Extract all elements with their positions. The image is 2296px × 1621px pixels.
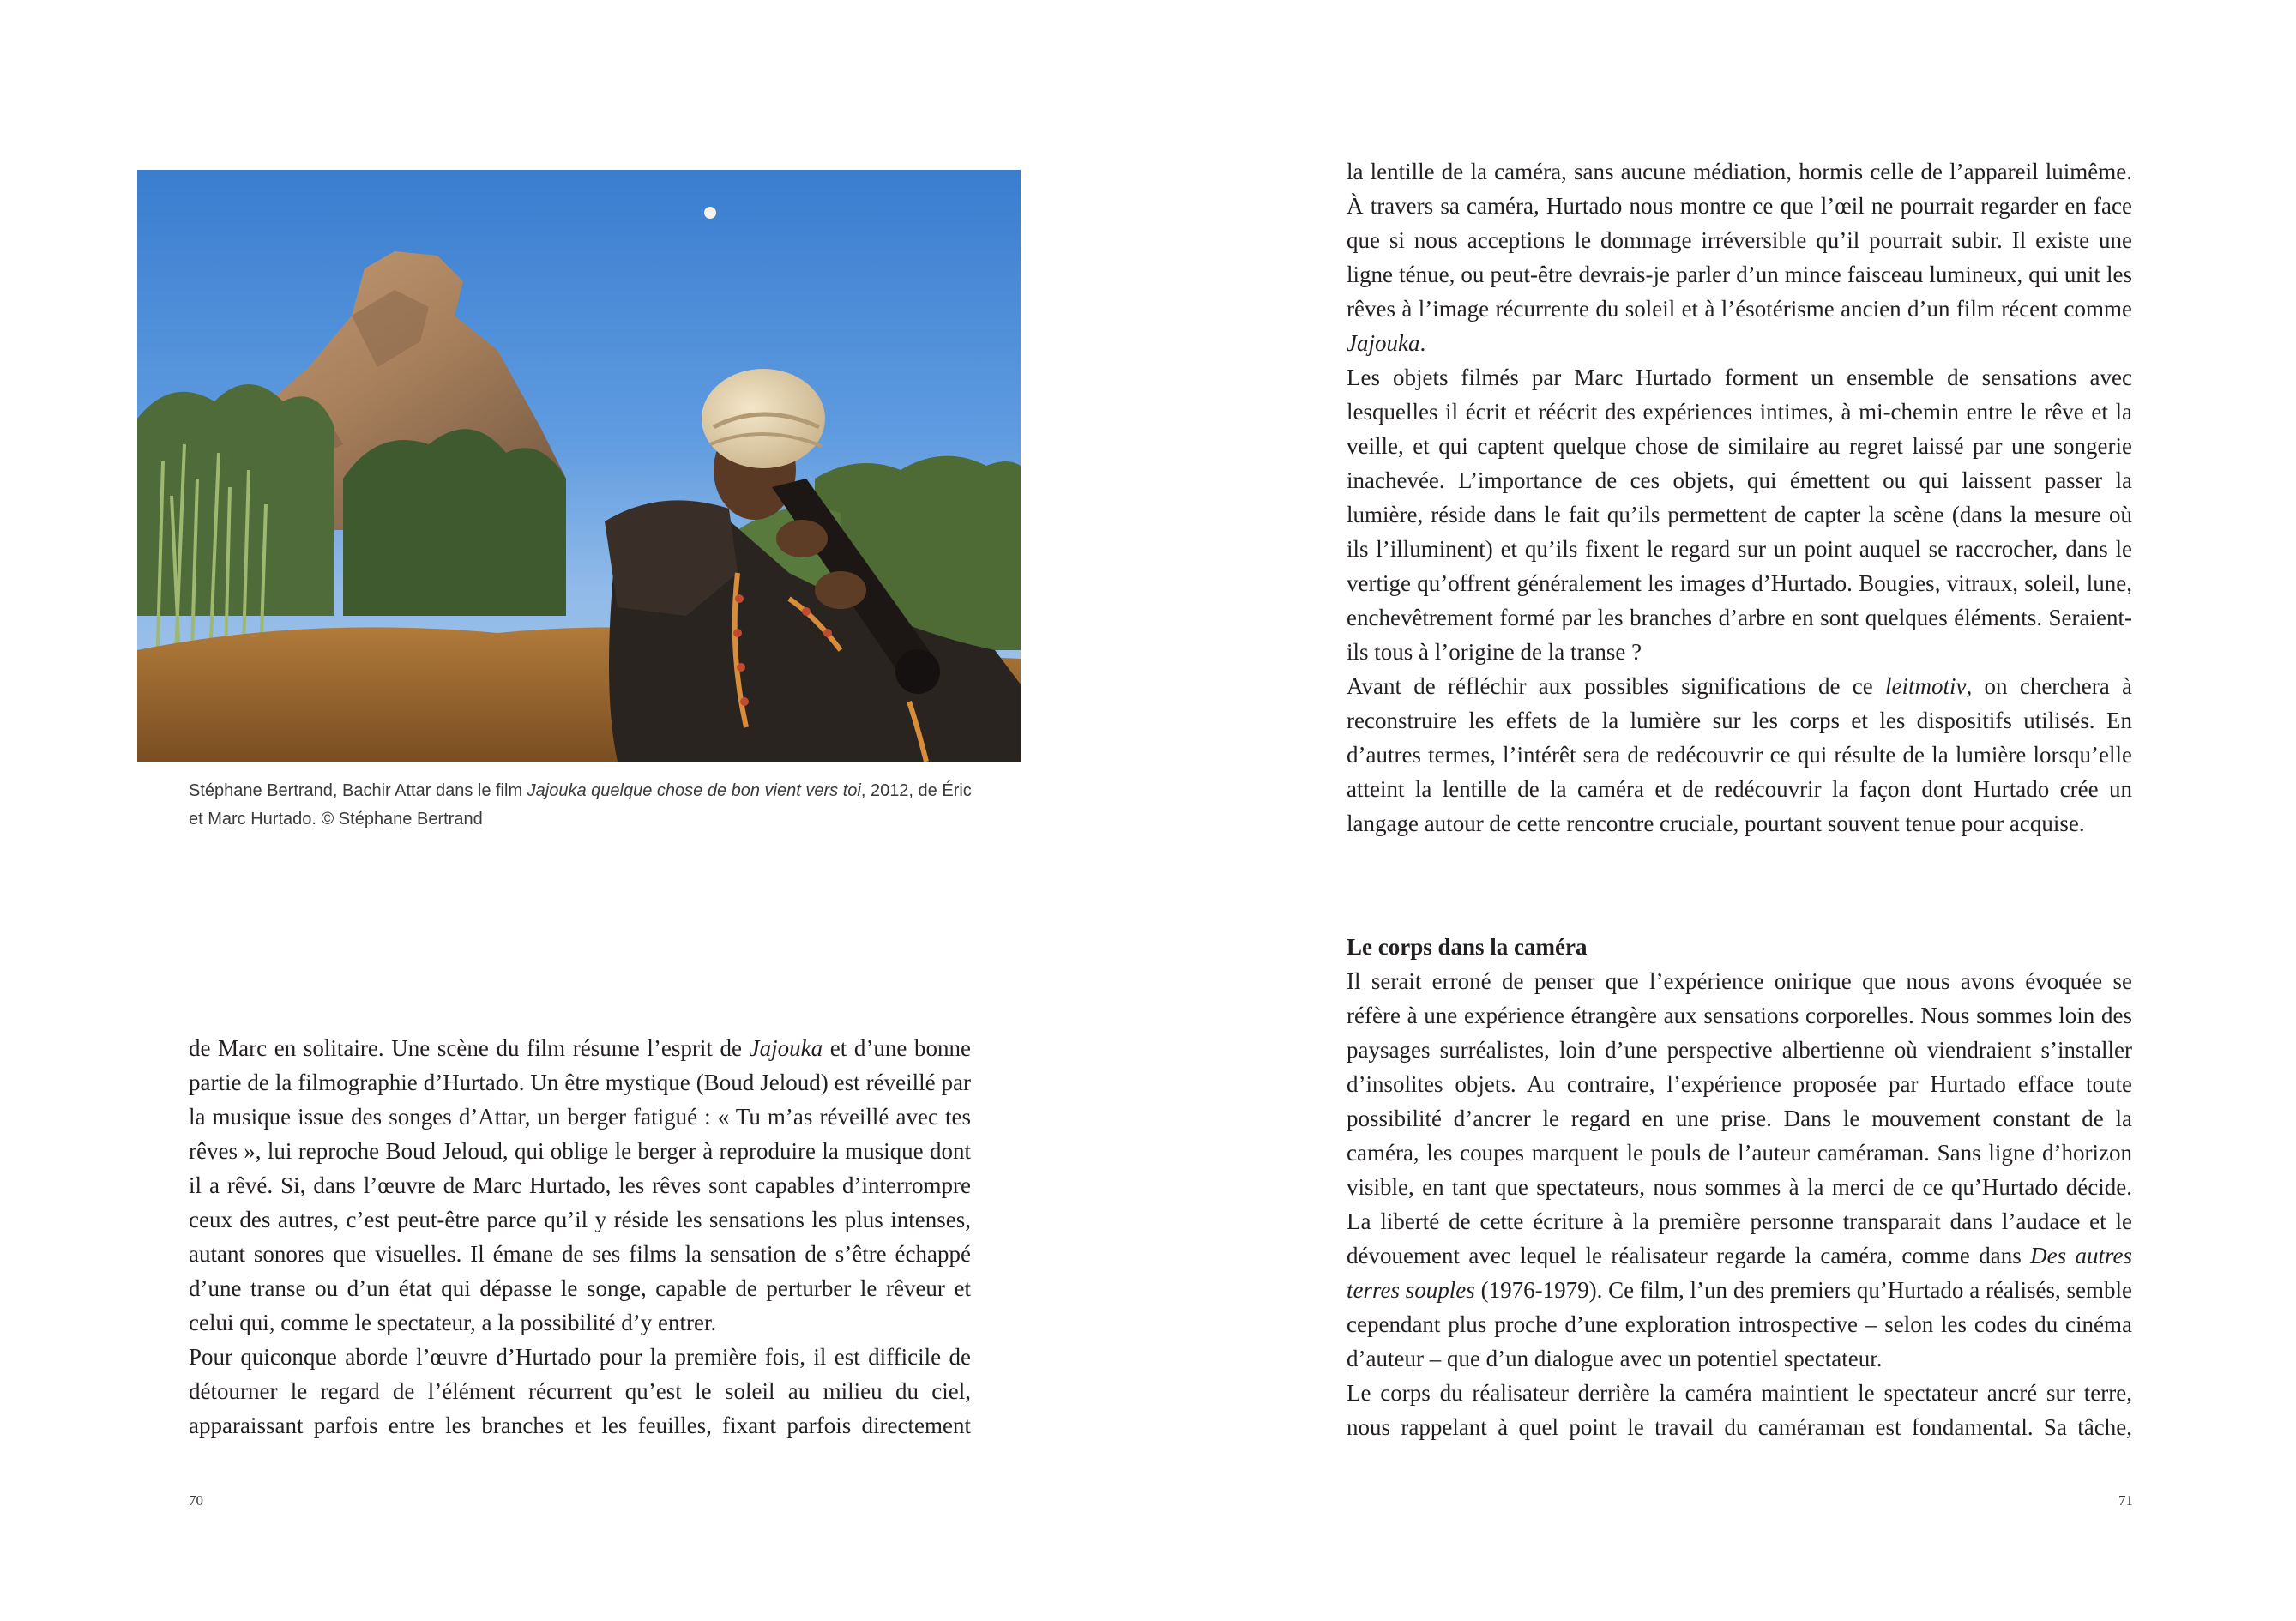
caption-text: Stéphane Bertrand, Bachir Attar dans le film (189, 781, 527, 800)
text-run: et d’une bonne partie de la filmographie d’Hurtado. Un être mystique (Boud Jeloud) est réveillé par la musique issue des songes d’Attar, un berger fatigué : « Tu m’as réveillé avec tes rêves », lui reproche Boud Jeloud, qui oblige le berger à reproduire la musique dont il a rêvé. Si, dans l’œuvre de Marc Hurtado, les rêves sont capables d’interrompre ceux des autres, c’est peut-être parce qu’il y réside les sensations les plus intenses, autant sonores que visuelles. Il émane de ses films la sensation de s’être échappé d’une transe ou d’un état qui dépasse le songe, capable de perturber le rêveur et celui qui, comme le spectateur, a la possibilité d’y entrer. (189, 1035, 971, 1335)
photo-bachir-attar (137, 170, 1021, 762)
caption-credit: , 2012, de Éric et Marc Hurtado. © Stéphane Bertrand (189, 781, 972, 829)
caption-film-title: Jajouka quelque chose de bon vient vers toi (527, 781, 861, 800)
page-number-left: 70 (189, 1492, 203, 1509)
body-paragraph (1347, 964, 2132, 1376)
left-body-text (189, 1031, 971, 1443)
text-run: la lentille de la caméra, sans aucune médiation, hormis celle de l’appareil luimême. À travers sa caméra, Hurtado nous montre ce que l’œil ne pourrait regarder en face que si nous acceptions le dommage irréversible qu’il pourrait subir. Il existe une ligne ténue, ou peut-être devrais-je parler d’un mince faisceau lumineux, qui unit les rêves à l’image récurrente du soleil et à l’ésotérisme ancien d’un film récent comme (1347, 159, 2132, 322)
italic-title: Jajouka (749, 1035, 823, 1061)
italic-term: leitmotiv (1885, 673, 1967, 699)
body-paragraph (1347, 154, 2132, 360)
right-page (1148, 0, 2296, 1621)
text-run: Il serait erroné de penser que l’expérience onirique que nous avons évoquée se réfère à une expérience étrangère aux sensations corporelles. Nous sommes loin des paysages surréalistes, loin d’une perspective albertienne où viendraient s’installer d’insolites objets. Au contraire, l’expérience proposée par Hurtado efface toute possibilité d’ancrer le regard en une prise. Dans le mouvement constant de la caméra, les coupes marquent le pouls de l’auteur caméraman. Sans ligne d’horizon visible, en tant que spectateurs, nous sommes à la merci de ce qu’Hurtado décide. La liberté de cette écriture à la première personne transparait dans l’audace et le dévouement avec lequel le réalisateur regarde la caméra, comme dans (1347, 968, 2132, 1268)
text-run: , on cherchera à reconstruire les effets de la lumière sur les corps et les dispositifs utilisés. En d’autres termes, l’intérêt sera de redécouvrir ce qui résulte de la lumière lorsqu’elle atteint la lentille de la caméra et de redécouvrir la façon dont Hurtado crée un langage autour de cette rencontre cruciale, pourtant souvent tenue pour acquise. (1347, 673, 2132, 836)
body-paragraph: Les objets filmés par Marc Hurtado forment un ensemble de sensations avec lesquelles il écrit et réécrit des expériences intimes, à mi-chemin entre le rêve et la veille, et qui captent quelque chose de similaire au regret laissé par une songerie inachevée. L’importance de ces objets, qui émettent ou qui laissent passer la lumière, réside dans le fait qu’ils permettent de capter la scène (dans la mesure où ils l’illuminent) et qu’ils fixent le regard sur un point auquel se raccrocher, dans le vertige qu’offrent généralement les images d’Hurtado. Bougies, vitraux, soleil, lune, enchevêtrement formé par les branches d’arbre en sont quelques éléments. Seraient-ils tous à l’origine de la transe ? (1347, 365, 2132, 665)
section-heading: Le corps dans la caméra (1347, 934, 1588, 960)
moon-shape (704, 207, 716, 219)
text-run: Avant de réfléchir aux possibles significations de ce (1347, 673, 1886, 699)
page-number-right: 71 (2118, 1492, 2133, 1509)
text-run: de Marc en solitaire. Une scène du film résume l’esprit de (189, 1035, 750, 1061)
italic-title: Des autres terres souples (1347, 1243, 2132, 1303)
right-body-text-bottom (1347, 930, 2132, 1444)
text-run: (1976-1979). Ce film, l’un des premiers qu’Hurtado a réalisés, semble cependant plus proche d’une exploration introspective – selon les codes du cinéma d’auteur – que d’un dialogue avec un potentiel spectateur. (1347, 1277, 2132, 1371)
body-paragraph (189, 1031, 971, 1340)
photo-illustration (137, 170, 1021, 762)
turban-shape (702, 369, 825, 468)
italic-title: Jajouka (1347, 330, 1420, 356)
body-paragraph: Pour quiconque aborde l’œuvre d’Hurtado pour la première fois, il est difficile de détourner le regard de l’élément récurrent qu’est le soleil au milieu du ciel, apparaissant parfois entre les branches et les feuilles, fixant parfois directement (189, 1344, 971, 1438)
photo-caption (189, 777, 978, 834)
body-paragraph: Le corps du réalisateur derrière la caméra maintient le spectateur ancré sur terre, nous rappelant à quel point le travail du caméraman est fondamental. Sa tâche, (1347, 1380, 2132, 1440)
body-paragraph (1347, 669, 2132, 841)
text-run: . (1419, 330, 1426, 356)
right-body-text-top (1347, 154, 2132, 841)
